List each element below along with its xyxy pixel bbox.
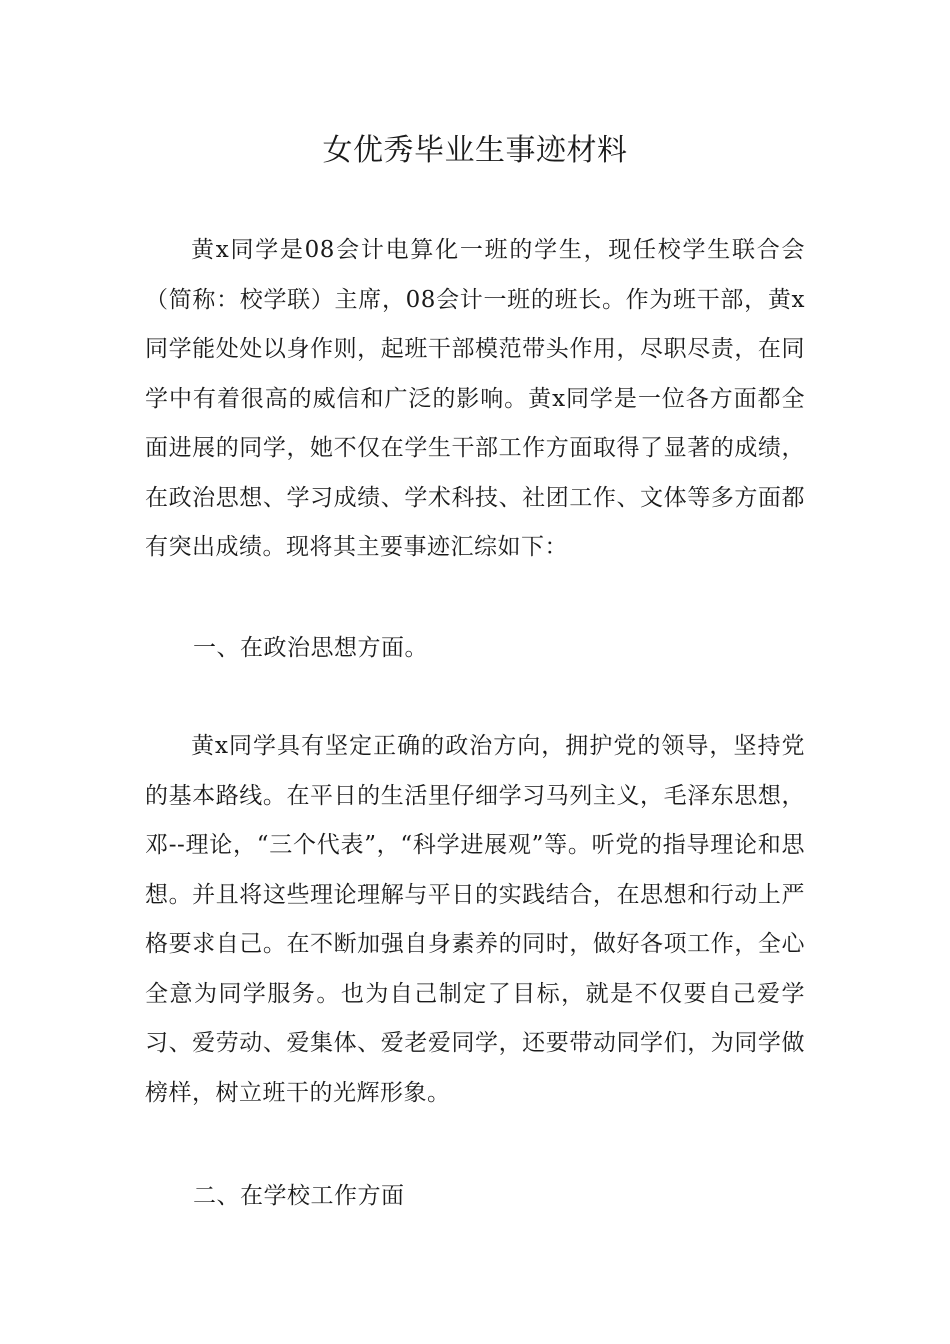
politics-paragraph: 黄x同学具有坚定正确的政治方向，拥护党的领导，坚持党的基本路线。在平日的生活里仔细学习马列主义，毛泽东思想，邓--理论，“三个代表”，“科学进展观”等。听党的指导理论和思想。并且将这些理论理解与平日的实践结合，在思想和行动上严格要求自己。在不断加强自身素养的同时，做好各项工作，全心全意为同学服务。也为自己制定了目标，就是不仅要自己爱学习、爱劳动、爱集体、爱老爱同学，还要带动同学们，为同学做榜样，树立班干的光辉形象。	[145, 733, 805, 1106]
intro-paragraph: 黄x同学是08会计电算化一班的学生，现任校学生联合会（简称：校学联）主席，08会计一班的班长。作为班干部，黄x同学能处处以身作则，起班干部模范带头作用，尽职尽责，在同学中有着很高的威信和广泛的影响。黄x同学是一位各方面都全面进展的同学，她不仅在学生干部工作方面取得了显著的成绩，在政治思想、学习成绩、学术科技、社团工作、文体等多方面都有突出成绩。现将其主要事迹汇综如下：	[145, 237, 805, 560]
document-title: 女优秀毕业生事迹材料	[322, 133, 628, 168]
section-heading-school-work: 二、在学校工作方面	[193, 1183, 405, 1209]
section-heading-politics: 一、在政治思想方面。	[193, 635, 428, 661]
